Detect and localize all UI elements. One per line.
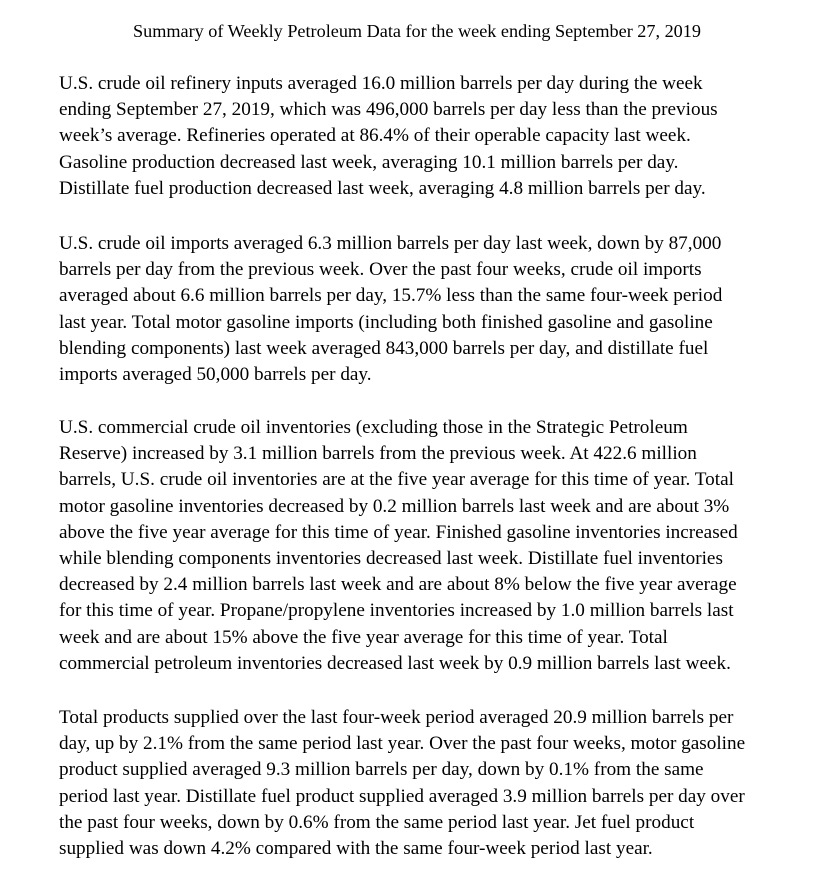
text-line: the past four weeks, down by 0.6% from the same period last year. Jet fuel product <box>59 811 695 833</box>
paragraph-inventories <box>59 415 819 677</box>
text-line: U.S. commercial crude oil inventories (excluding those in the Strategic Petroleum <box>59 417 688 438</box>
paragraph-imports <box>59 231 819 388</box>
text-line: supplied was down 4.2% compared with the same four-week period last year. <box>59 838 653 860</box>
text-line: averaged about 6.6 million barrels per day, 15.7% less than the same four-week period <box>59 285 723 307</box>
paragraph-refinery <box>59 71 819 202</box>
text-line: Gasoline production decreased last week, averaging 10.1 million barrels per day. <box>59 151 679 173</box>
text-line: week’s average. Refineries operated at 86.4% of their operable capacity last week. <box>59 125 691 147</box>
paragraph-products-supplied <box>59 705 819 862</box>
text-line: Distillate fuel production decreased last week, averaging 4.8 million barrels per day. <box>59 177 706 199</box>
text-line: imports averaged 50,000 barrels per day. <box>59 364 372 386</box>
document-title: Summary of Weekly Petroleum Data for the week ending September 27, 2019 <box>133 21 701 41</box>
text-line: barrels, U.S. crude oil inventories are at the five year average for this time of year. Total <box>59 469 734 491</box>
text-line: barrels per day from the previous week. Over the past four weeks, crude oil imports <box>59 259 702 281</box>
text-line: product supplied averaged 9.3 million barrels per day, down by 0.1% from the same <box>59 759 704 781</box>
text-line: while blending components inventories decreased last week. Distillate fuel inventories <box>59 548 723 570</box>
text-line: decreased by 2.4 million barrels last week and are about 8% below the five year average <box>59 574 737 596</box>
text-line: motor gasoline inventories decreased by 0.2 million barrels last week and are about 3% <box>59 495 730 517</box>
text-line: above the five year average for this time of year. Finished gasoline inventories increased <box>59 521 738 543</box>
text-line: U.S. crude oil refinery inputs averaged 16.0 million barrels per day during the week <box>59 73 703 94</box>
text-line: commercial petroleum inventories decreased last week by 0.9 million barrels last week. <box>59 652 731 674</box>
text-line: Total products supplied over the last four-week period averaged 20.9 million barrels per <box>59 707 734 728</box>
text-line: period last year. Distillate fuel product supplied averaged 3.9 million barrels per day over <box>59 785 745 807</box>
text-line: day, up by 2.1% from the same period last year. Over the past four weeks, motor gasoline <box>59 733 746 755</box>
text-line: week and are about 15% above the five year average for this time of year. Total <box>59 626 668 648</box>
text-line: ending September 27, 2019, which was 496,000 barrels per day less than the previous <box>59 99 718 121</box>
text-line: last year. Total motor gasoline imports (including both finished gasoline and gasoline <box>59 311 713 333</box>
text-line: blending components) last week averaged 843,000 barrels per day, and distillate fuel <box>59 337 709 359</box>
text-line: U.S. crude oil imports averaged 6.3 million barrels per day last week, down by 87,000 <box>59 233 722 254</box>
text-line: Reserve) increased by 3.1 million barrels from the previous week. At 422.6 million <box>59 443 697 465</box>
text-line: for this time of year. Propane/propylene inventories increased by 1.0 million barrels last <box>59 600 734 622</box>
